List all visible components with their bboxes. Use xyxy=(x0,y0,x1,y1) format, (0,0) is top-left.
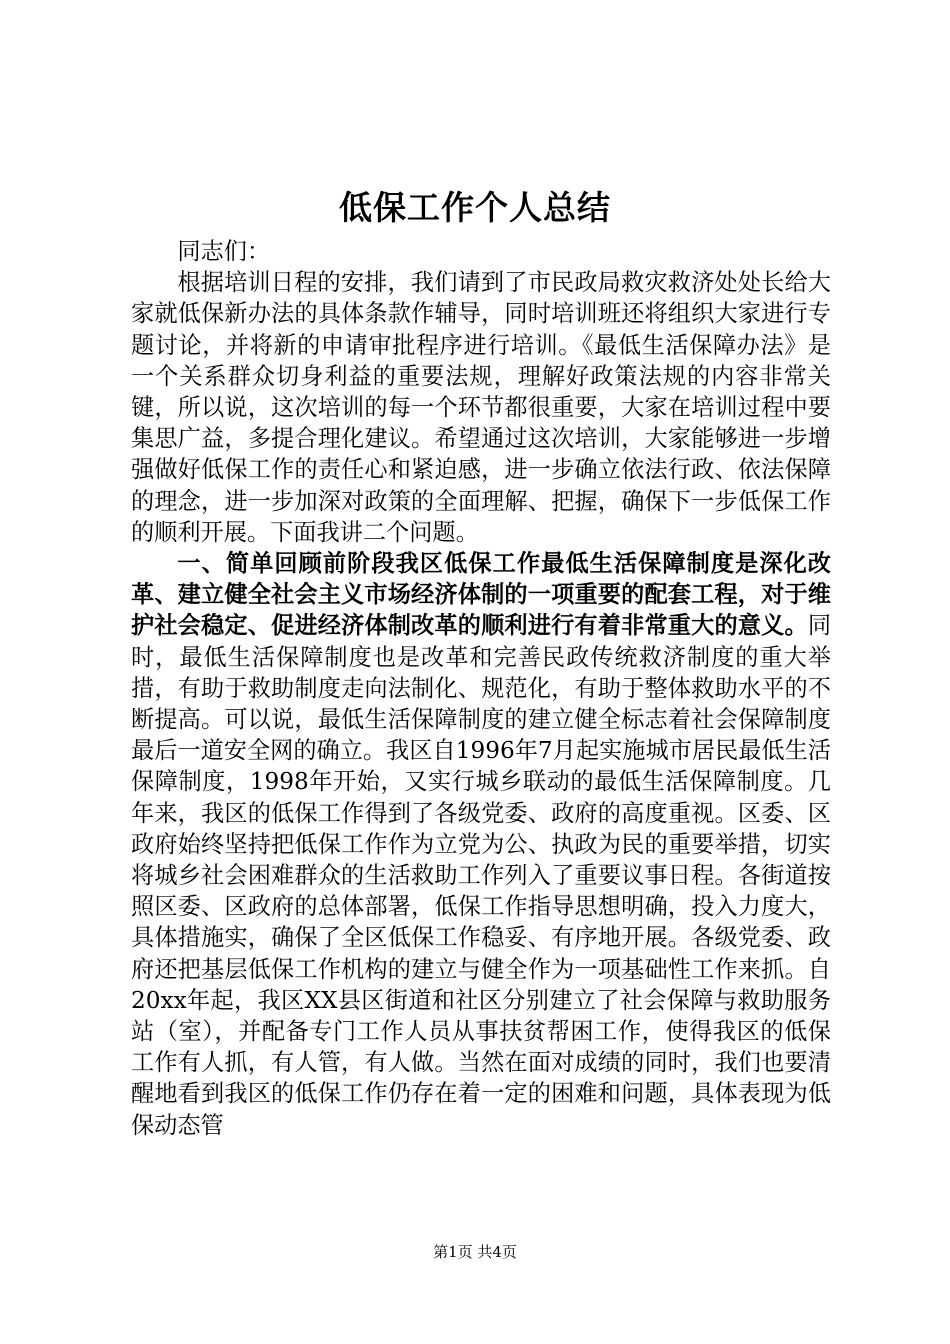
page-number-footer: 第1页 共4页 xyxy=(433,1243,517,1261)
paragraph-section-one xyxy=(131,548,831,1141)
section-one-body: 同时，最低生活保障制度也是改革和完善民政传统救济制度的重大举措，有助于救助制度走向法制化、规范化，有助于整体救助水平的不断提高。可以说，最低生活保障制度的建立健全标志着社会保障制度最后一道安全网的确立。我区自1996年7月起实施城市居民最低生活保障制度，1998年开始，又实行城乡联动的最低生活保障制度。几年来，我区的低保工作得到了各级党委、政府的高度重视。区委、区政府始终坚持把低保工作作为立党为公、执政为民的重要举措，切实将城乡社会困难群众的生活救助工作列入了重要议事日程。各街道按照区委、区政府的总体部署，低保工作指导思想明确，投入力度大，具体措施实，确保了全区低保工作稳妥、有序地开展。各级党委、政府还把基层低保工作机构的建立与健全作为一项基础性工作来抓。自20xx年起，我区XX县区街道和社区分别建立了社会保障与救助服务站（室），并配备专门工作人员从事扶贫帮困工作，使得我区的低保工作有人抓，有人管，有人做。当然在面对成绩的同时，我们也要清醒地看到我区的低保工作仍存在着一定的困难和问题，具体表现为低保动态管 xyxy=(131,612,831,1139)
paragraph-intro: 根据培训日程的安排，我们请到了市民政局救灾救济处处长给大家就低保新办法的具体条款作辅导，同时培训班还将组织大家进行专题讨论，并将新的申请审批程序进行培训。《最低生活保障办法》是一个关系群众切身利益的重要法规，理解好政策法规的内容非常关键，所以说，这次培训的每一个环节都很重要，大家在培训过程中要集思广益，多提合理化建议。希望通过这次培训，大家能够进一步增强做好低保工作的责任心和紧迫感，进一步确立依法行政、依法保障的理念，进一步加深对政策的全面理解、把握，确保下一步低保工作的顺利开展。下面我讲二个问题。 xyxy=(131,269,831,546)
salutation: 同志们： xyxy=(177,238,271,265)
document-body xyxy=(131,236,831,1141)
section-one-heading: 一、简单回顾前阶段我区低保工作最低生活保障制度是深化改革、建立健全社会主义市场经济体制的一项重要的配套工程，对于维护社会稳定、促进经济体制改革的顺利进行有着非常重大的意义。 xyxy=(131,550,831,640)
document-title: 低保工作个人总结 xyxy=(339,188,611,227)
